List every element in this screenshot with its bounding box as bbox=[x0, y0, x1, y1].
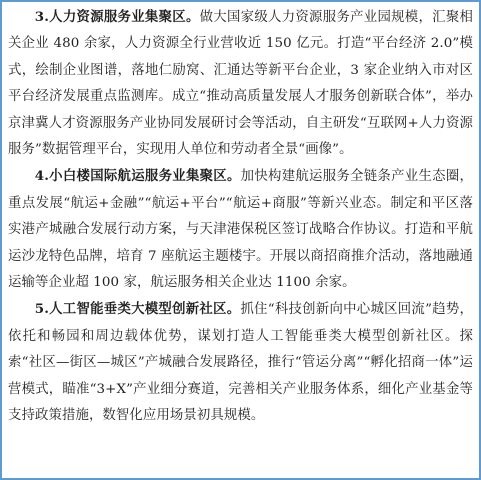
paragraph-ai-model-community bbox=[8, 296, 473, 429]
heading-hr-services: 3.人力资源服务业集聚区。 bbox=[34, 9, 200, 25]
paragraph-hr-services bbox=[8, 4, 473, 163]
body-shipping-services: 加快构建航运服务全链条产业生态圈，重点发展“航运+金融”“航运+平台”“航运+商服”等新兴业态。制定和平区落实港产城融合发展行动方案，与天津港保税区签订战略合作协议。打造和平航运沙龙特色品牌，培育 7 座航运主题楼宇。开展以商招商推介活动，落地融通运输等企业超 100 家，航运服务相关企业达 1100 余家。 bbox=[8, 169, 473, 291]
paragraph-shipping-services bbox=[8, 163, 473, 296]
body-hr-services: 做大国家级人力资源服务产业园规模，汇聚相关企业 480 余家，人力资源全行业营收近 150 亿元。打造“平台经济 2.0”模式，绘制企业图谱，落地仁励窝、汇通达等新平台企业，3 家企业纳入市对区平台经济发展重点监测库。成立“推动高质量发展人才服务创新联合体”，举办京津冀人才资源服务产业协同发展研讨会等活动，自主研发“互联网+人力资源服务”数据管理平台，实现用人单位和劳动者全景“画像”。 bbox=[8, 10, 473, 158]
body-ai-model-community: 抓住“科技创新向中心城区回流”趋势，依托和畅园和周边载体优势，谋划打造人工智能垂类大模型创新社区。探索“社区—街区—城区”产城融合发展路径，推行“管运分离”“孵化招商一体”运营模式，瞄准“3+X”产业细分赛道，完善相关产业服务体系，细化产业基金等支持政策措施，数智化应用场景初具规模。 bbox=[8, 302, 474, 424]
heading-shipping-services: 4.小白楼国际航运服务业集聚区。 bbox=[34, 168, 241, 185]
heading-ai-model-community: 5.人工智能垂类大模型创新社区。 bbox=[34, 301, 241, 318]
